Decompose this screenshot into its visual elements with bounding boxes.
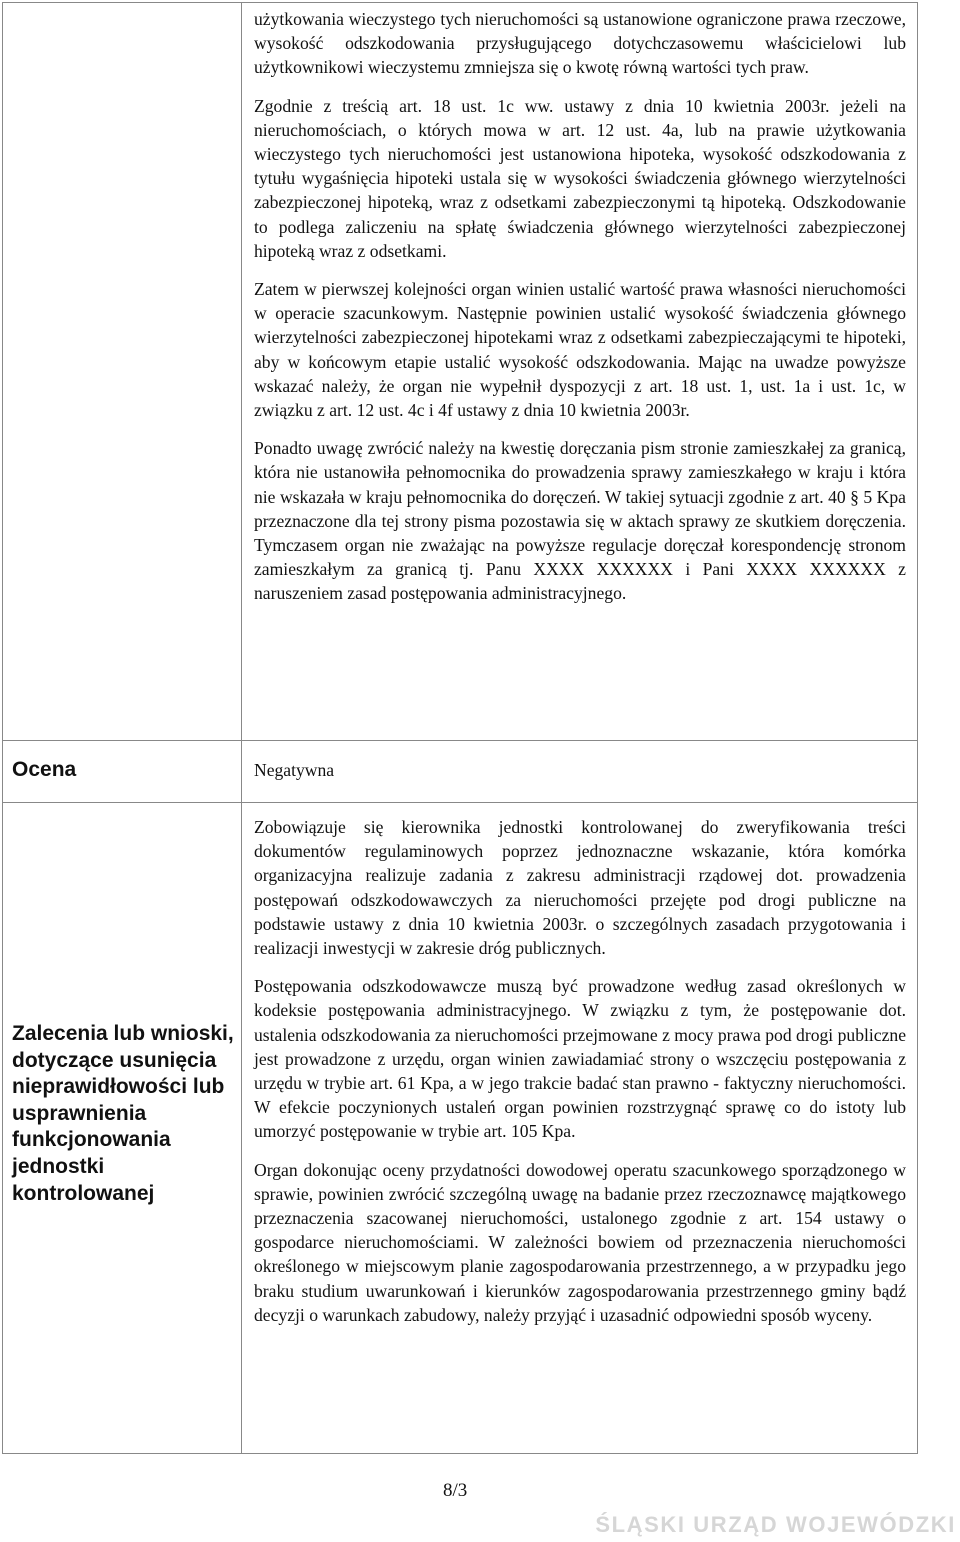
paragraph: Ponadto uwagę zwrócić należy na kwestię doręczania pism stronie zamieszkałej za granicą, która nie ustanowiła pełnomocnika do prowadzenia sprawy zamieszkałego w kraju i która nie wskazała w kraju pełnomocnika do doręczeń. W takiej sytuacji zgodnie z art. 40 § 5 Kpa przeznaczone dla tej strony pisma pozostawia się w aktach sprawy ze skutkiem doręczenia. Tymczasem organ nie zważając na powyższe regulacje doręczał korespondencję stronom zamieszkałym za granicą tj. Panu XXXX XXXXXX i Pani XXXX XXXXXX z naruszeniem zasad postępowania administracyjnego. — [254, 438, 906, 604]
table-column-divider — [241, 2, 242, 1454]
recommendations-text — [254, 815, 906, 1327]
ocena-label: Ocena — [12, 758, 77, 781]
paragraph: użytkowania wieczystego tych nieruchomości są ustanowione ograniczone prawa rzeczowe, wysokość odszkodowania przysługującego dotychczasowemu właścicielowi lub użytkownikowi wieczystemu zmniejsza się o kwotę równą wartości tych praw. — [254, 9, 906, 78]
table-border-top — [2, 2, 918, 3]
table-border-right — [917, 2, 918, 1454]
paragraph: Zgodnie z treścią art. 18 ust. 1c ww. ustawy z dnia 10 kwietnia 2003r. jeżeli na nieruchomościach, o których mowa w art. 12 ust. 4a, lub na prawie użytkowania wieczystego tych nieruchomości jest ustanowiona hipoteka, wysokość odszkodowania z tytułu wygaśnięcia hipoteki ustala się w wysokości świadczenia głównego wierzytelności zabezpieczonej hipoteką, wraz z odsetkami zabezpieczonymi tą hipoteką. Odszkodowanie to podlega zaliczeniu na spłatę świadczenia głównego wierzytelności zabezpieczonej hipoteką wraz z odsetkami. — [254, 95, 906, 261]
page-number: 8/3 — [443, 1480, 468, 1501]
row-divider-ocena-top — [2, 740, 918, 741]
watermark-logo-text: ŚLĄSKI URZĄD WOJEWÓDZKI — [595, 1512, 956, 1537]
table-border-bottom — [2, 1453, 918, 1454]
paragraph: Zatem w pierwszej kolejności organ winien ustalić wartość prawa własności nieruchomości w operacie szacunkowym. Następnie powinien ustalić wysokość świadczenia głównego wierzytelności zabezpieczonej hipotekami wraz z odsetkami zabezpieczającymi te hipoteki, aby w końcowym etapie ustalić wysokość odszkodowania. Mając na uwadze powyższe wskazać należy, że organ nie wypełnił dyspozycji z art. 18 ust. 1, ust. 1a i ust. 1c, w związku z art. 12 ust. 4c i 4f ustawy z dnia 10 kwietnia 2003r. — [254, 279, 906, 421]
zalecenia-label: Zalecenia lub wnioski, dotyczące usunięcia nieprawidłowości lub usprawnienia funkcjonowania jednostki kontrolowanej — [12, 1022, 234, 1205]
paragraph: Organ dokonując oceny przydatności dowodowej operatu szacunkowego sporządzonego w sprawie, powinien zwrócić szczególną uwagę na badanie przez rzeczoznawcę majątkowego przeznaczenia szacowanej nieruchomości, ustalonego zgodnie z art. 154 ustawy o gospodarce nieruchomościami. W zależności bowiem od przeznaczenia nieruchomości określonego w miejscowym planie zagospodarowania przestrzennego, a w przypadku jego braku studium uwarunkowań i kierunków zagospodarowania przestrzennego gminy bądź decyzji o warunkach zabudowy, należy przyjąć i uzasadnić odpowiedni sposób wyceny. — [254, 1159, 906, 1325]
row-divider-ocena-bottom — [2, 802, 918, 803]
ocena-value: Negatywna — [254, 760, 335, 780]
paragraph: Zobowiązuje się kierownika jednostki kontrolowanej do zweryfikowania treści dokumentów regulaminowych poprzez jednoznaczne wskazanie, która komórka organizacyjna realizuje zadania z zakresu administracji rządowej dot. prowadzenia postępowań odszkodowawczych za nieruchomości przejęte pod drogi publiczne na podstawie ustawy z dnia 10 kwietnia 2003r. o szczególnych zasadach przygotowania i realizacji inwestycji w zakresie dróg publicznych. — [254, 817, 906, 959]
paragraph: Postępowania odszkodowawcze muszą być prowadzone według zasad określonych w kodeksie postępowania administracyjnego. W związku z tym, że postępowanie dot. ustalenia odszkodowania za nieruchomości przejmowane z mocy prawa pod drogi publiczne jest prowadzone z urzędu, organ winien zawiadamiać strony o wszczęciu postępowania z urzędu w trybie art. 61 Kpa, a w jego trakcie badać stan prawno - faktyczny nieruchomości. W efekcie poczynionych ustaleń organ powinien rozstrzygnąć sprawę co do istoty lub umorzyć postępowanie w trybie art. 105 Kpa. — [254, 976, 906, 1142]
table-border-left — [2, 2, 3, 1454]
findings-text — [254, 7, 906, 606]
